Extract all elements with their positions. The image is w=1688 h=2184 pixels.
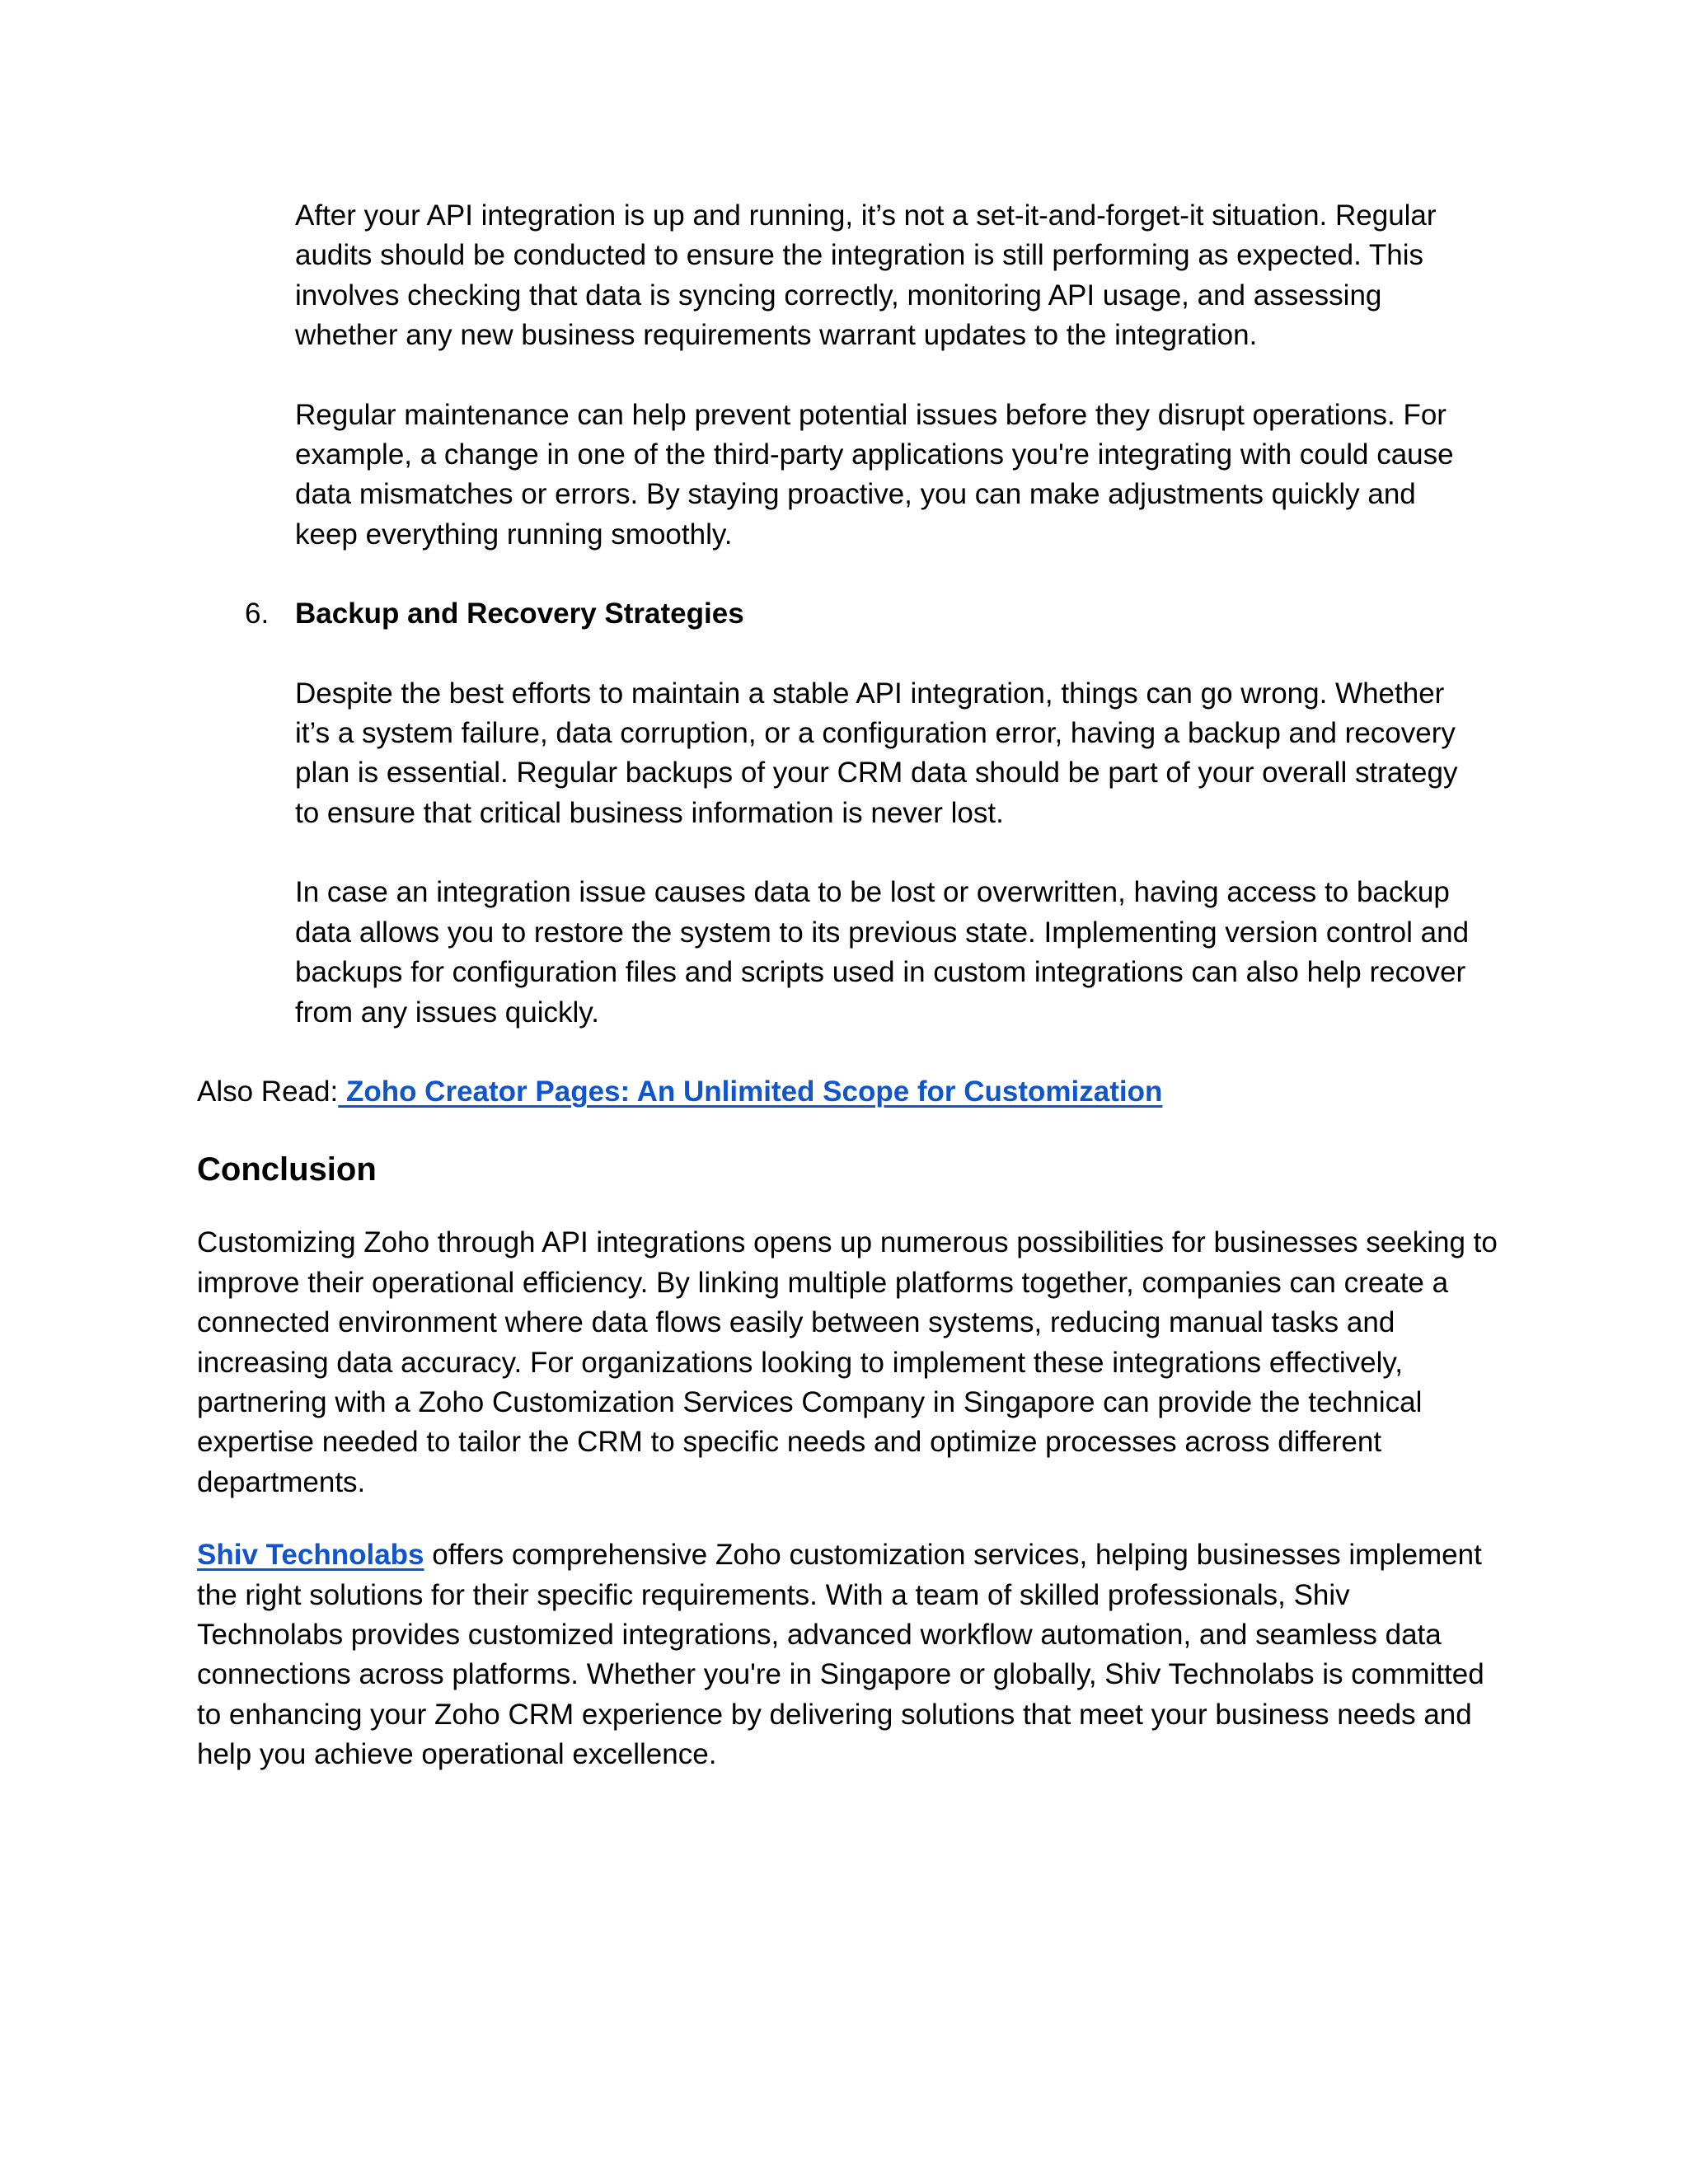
conclusion-paragraph-2: [197, 1535, 1499, 1774]
list-number: 6.: [245, 598, 270, 630]
audit-paragraph-2: Regular maintenance can help prevent potential issues before they disrupt operations. For example, a change in one of the third-party applications you're integrating with could cause data mismatches or errors. By staying proactive, you can make adjustments quickly and keep everything running smoothly.: [295, 398, 1454, 551]
also-read-label: Also Read:: [197, 1075, 339, 1108]
backup-paragraph-2: In case an integration issue causes data to be lost or overwritten, having access to backup data allows you to restore the system to its previous state. Implementing version control and backups for configuration files and scripts used in custom integrations can also help recover from any issues quickly.: [295, 876, 1470, 1029]
list-item-backup-recovery: [245, 594, 1499, 634]
conclusion-paragraph-1: Customizing Zoho through API integrations opens up numerous possibilities for businesses seeking to improve their operational efficiency. By linking multiple platforms together, companies can create a connected environment where data flows easily between systems, reducing manual tasks and increasing data accuracy. For organizations looking to implement these integrations effectively, partnering with a Zoho Customization Services Company in Singapore can provide the technical expertise needed to tailor the CRM to specific needs and optimize processes across different departments.: [197, 1226, 1498, 1498]
also-read-line: [197, 1072, 1499, 1112]
backup-paragraph-1: Despite the best efforts to maintain a stable API integration, things can go wrong. Whether it’s a system failure, data corruption, or a configuration error, having a backup and recovery plan is essential. Regular backups of your CRM data should be part of your overall strategy to ensure that critical business information is never lost.: [295, 677, 1458, 829]
document-content: [197, 196, 1499, 1775]
list-item-title: Backup and Recovery Strategies: [295, 598, 744, 630]
shiv-technolabs-link[interactable]: Shiv Technolabs: [197, 1539, 424, 1572]
audit-paragraph-1: After your API integration is up and running, it’s not a set-it-and-forget-it situation. Regular audits should be conducted to ensure the integration is still performing as expected. This involves checking that data is syncing correctly, monitoring API usage, and assessing whether any new business requirements warrant updates to the integration.: [295, 199, 1437, 352]
conclusion-heading: Conclusion: [197, 1151, 377, 1188]
also-read-link[interactable]: Zoho Creator Pages: An Unlimited Scope for Customization: [338, 1075, 1163, 1108]
conclusion-paragraph-2-text: offers comprehensive Zoho customization services, helping businesses implement the right solutions for their specific requirements. With a team of skilled professionals, Shiv Technolabs provides customized integrations, advanced workflow automation, and seamless data connections across platforms. Whether you're in Singapore or globally, Shiv Technolabs is committed to enhancing your Zoho CRM experience by delivering solutions that meet your business needs and help you achieve operational excellence.: [197, 1539, 1484, 1771]
